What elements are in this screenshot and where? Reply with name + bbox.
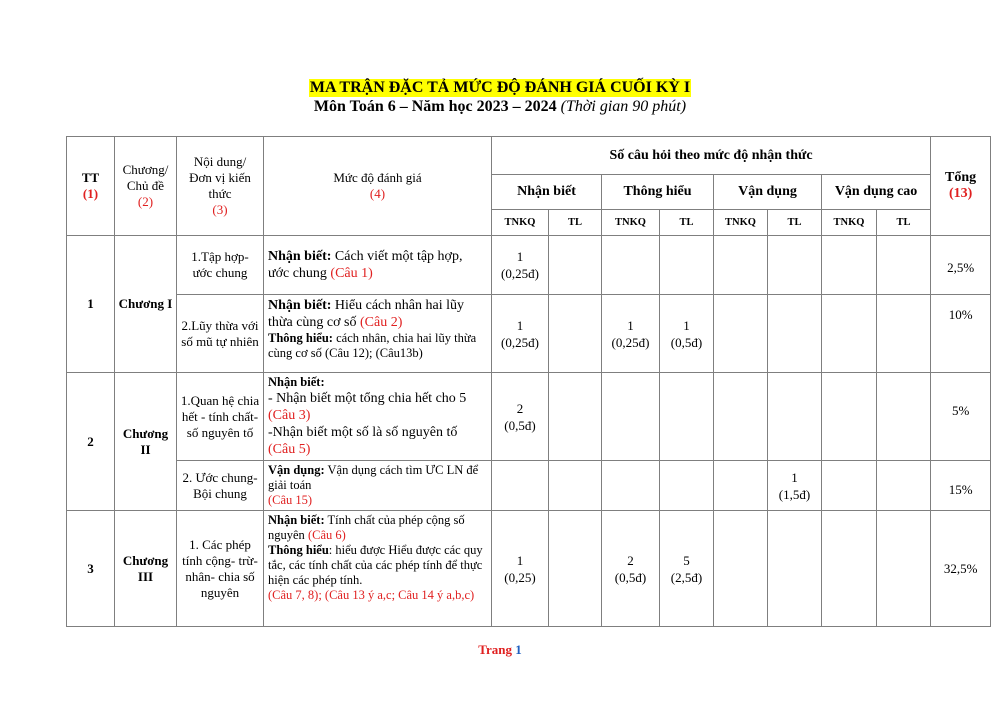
cell-count: 2 xyxy=(627,552,634,568)
header-tt-num: (1) xyxy=(82,186,99,201)
header-chuong-l1: Chương/ xyxy=(122,162,169,177)
cell-count: 1 xyxy=(627,317,634,333)
cell-empty xyxy=(714,511,768,627)
footer-page-number: 1 xyxy=(515,642,522,657)
cell-empty xyxy=(714,236,768,295)
cell-total-pct: 5% xyxy=(931,373,991,461)
header-sub: TL xyxy=(549,210,602,236)
cell-count: 2 xyxy=(516,400,524,416)
desc-text: Cách viết một tập hợp, ước chung xyxy=(268,249,463,281)
row-description xyxy=(264,295,492,373)
cell-empty xyxy=(822,461,877,511)
desc-ref: (Câu 5) xyxy=(268,442,311,457)
cell-empty xyxy=(877,461,931,511)
document-title-wrap xyxy=(0,79,1000,97)
cell-empty xyxy=(549,461,602,511)
header-tt xyxy=(67,137,115,236)
cell-empty xyxy=(822,511,877,627)
cell-total-pct: 10% xyxy=(931,295,991,373)
desc-ref: (Câu 15) xyxy=(268,493,313,507)
subtitle-subject: Môn Toán 6 – Năm học 2023 – 2024 xyxy=(313,98,557,115)
row-chuong: Chương I xyxy=(115,236,177,373)
cell-empty xyxy=(602,461,660,511)
header-socau: Số câu hỏi theo mức độ nhận thức xyxy=(492,137,931,175)
cell-points: (1,5đ) xyxy=(778,486,811,502)
desc-text: Vận dụng cách tìm ƯC LN để giải toán xyxy=(268,463,479,492)
cell-points: (0,25đ) xyxy=(501,334,539,350)
cell-empty xyxy=(660,461,714,511)
cell-empty xyxy=(822,295,877,373)
row-description xyxy=(264,511,492,627)
cell-nb-tnkq xyxy=(492,373,549,461)
cell-empty xyxy=(660,373,714,461)
row-tt: 1 xyxy=(67,236,115,373)
row-description xyxy=(264,236,492,295)
desc-ref: (Câu 3) xyxy=(268,408,311,423)
desc-text: cách nhân, chia hai lũy thừa cùng cơ số (Câu 12); (Câu13b) xyxy=(268,331,477,360)
cell-points: (0,25) xyxy=(504,569,536,585)
cell-count: 1 xyxy=(516,552,524,568)
footer-page-word: Trang xyxy=(478,642,512,657)
header-sub: TL xyxy=(660,210,714,236)
cell-empty xyxy=(714,461,768,511)
cell-empty xyxy=(549,373,602,461)
row-chuong: Chương III xyxy=(115,511,177,627)
header-mucdo-num: (4) xyxy=(369,186,386,201)
cell-count: 1 xyxy=(516,317,524,333)
desc-ref: (Câu 7, 8); (Câu 13 ý a,c; Câu 14 ý a,b,c) xyxy=(268,588,475,602)
header-level-vandungcao: Vận dụng cao xyxy=(822,175,931,210)
header-noidung-l1: Nội dung/ xyxy=(193,154,247,169)
cell-nb-tnkq xyxy=(492,295,549,373)
cell-empty xyxy=(492,461,549,511)
desc-label: Nhận biết: xyxy=(268,375,325,389)
desc-text: - Nhận biết một tổng chia hết cho 5 xyxy=(268,391,467,406)
header-level-vandung: Vận dụng xyxy=(714,175,822,210)
cell-empty xyxy=(877,295,931,373)
desc-ref: (Câu 1) xyxy=(330,266,373,281)
cell-points: (0,5đ) xyxy=(614,569,647,585)
cell-empty xyxy=(768,295,822,373)
header-mucdo xyxy=(264,137,492,236)
desc-label: Nhận biết: xyxy=(268,513,325,527)
cell-empty xyxy=(768,373,822,461)
cell-empty xyxy=(549,236,602,295)
desc-text: : hiểu được Hiểu được các quy tắc, các tính chất của các phép tính để thực hiện các phép tính. xyxy=(268,543,483,587)
desc-text: Tính chất của phép cộng số nguyên xyxy=(268,513,465,542)
header-chuong-num: (2) xyxy=(137,194,154,209)
cell-empty xyxy=(877,236,931,295)
cell-th-tnkq xyxy=(602,511,660,627)
row-tt: 3 xyxy=(67,511,115,627)
header-sub: TL xyxy=(877,210,931,236)
header-chuong xyxy=(115,137,177,236)
cell-empty xyxy=(768,236,822,295)
cell-vd-tl xyxy=(768,461,822,511)
document-title: MA TRẬN ĐẶC TẢ MỨC ĐỘ ĐÁNH GIÁ CUỐI KỲ I xyxy=(309,79,691,96)
cell-points: (0,5đ) xyxy=(504,417,536,433)
desc-label: Thông hiểu xyxy=(268,543,329,557)
header-noidung-l2: Đơn vị kiến xyxy=(189,170,251,185)
cell-points: (0,5đ) xyxy=(670,334,703,350)
header-chuong-l2: Chủ đề xyxy=(126,178,165,193)
header-tt-label: TT xyxy=(81,170,100,185)
row-tt: 2 xyxy=(67,373,115,511)
header-sub: TL xyxy=(768,210,822,236)
header-noidung-l3: thức xyxy=(208,186,232,201)
cell-empty xyxy=(602,236,660,295)
desc-text: -Nhận biết một số là số nguyên tố xyxy=(268,425,458,440)
cell-empty xyxy=(822,373,877,461)
header-row-1 xyxy=(67,137,991,175)
row-description xyxy=(264,461,492,511)
document-subtitle xyxy=(0,98,1000,116)
table-row xyxy=(67,373,991,461)
desc-ref: (Câu 2) xyxy=(359,315,403,330)
cell-points: (0,25đ) xyxy=(501,266,539,281)
assessment-matrix-table xyxy=(66,136,991,627)
cell-empty xyxy=(768,511,822,627)
desc-label: Thông hiểu: xyxy=(268,331,333,345)
table-row xyxy=(67,461,991,511)
header-tong xyxy=(931,137,991,236)
header-level-nhanbiet: Nhận biết xyxy=(492,175,602,210)
header-mucdo-label: Mức độ đánh giá xyxy=(333,170,422,185)
subtitle-duration: (Thời gian 90 phút) xyxy=(560,98,687,115)
cell-empty xyxy=(549,511,602,627)
cell-empty xyxy=(822,236,877,295)
desc-text: Hiểu cách nhân hai lũy thừa cùng cơ số xyxy=(268,298,464,330)
cell-empty xyxy=(714,373,768,461)
row-content: 1.Tập hợp- ước chung xyxy=(177,236,264,295)
cell-empty xyxy=(877,373,931,461)
row-content: 1. Các phép tính cộng- trừ- nhân- chia số nguyên xyxy=(177,511,264,627)
header-sub: TNKQ xyxy=(714,210,768,236)
cell-empty xyxy=(877,511,931,627)
desc-label: Vận dụng: xyxy=(268,463,325,477)
cell-nb-tnkq xyxy=(492,511,549,627)
cell-th-tnkq xyxy=(602,295,660,373)
row-content: 1.Quan hệ chia hết - tính chất- số nguyên tố xyxy=(177,373,264,461)
cell-total-pct: 15% xyxy=(931,461,991,511)
row-content: 2.Lũy thừa với số mũ tự nhiên xyxy=(177,295,264,373)
cell-nb-tnkq xyxy=(492,236,549,295)
desc-label: Nhận biết: xyxy=(268,298,332,313)
header-tong-label: Tổng xyxy=(945,170,977,185)
cell-th-tl xyxy=(660,295,714,373)
cell-empty xyxy=(602,373,660,461)
cell-points: (2,5đ) xyxy=(670,569,703,585)
desc-label: Nhận biết: xyxy=(268,249,332,264)
cell-empty xyxy=(660,236,714,295)
cell-total-pct: 2,5% xyxy=(931,236,991,295)
header-level-thonghieu: Thông hiểu xyxy=(602,175,714,210)
header-tong-num: (13) xyxy=(948,186,973,201)
row-chuong: Chương II xyxy=(115,373,177,511)
header-sub: TNKQ xyxy=(822,210,877,236)
table-row xyxy=(67,236,991,295)
cell-th-tl xyxy=(660,511,714,627)
row-content: 2. Ước chung- Bội chung xyxy=(177,461,264,511)
header-noidung xyxy=(177,137,264,236)
header-noidung-num: (3) xyxy=(212,202,228,217)
table-row xyxy=(67,511,991,627)
cell-count: 1 xyxy=(516,249,524,264)
cell-empty xyxy=(714,295,768,373)
header-sub: TNKQ xyxy=(492,210,549,236)
desc-ref: (Câu 6) xyxy=(307,528,346,542)
page-footer xyxy=(0,642,1000,658)
row-description xyxy=(264,373,492,461)
cell-count: 1 xyxy=(791,469,798,485)
cell-count: 1 xyxy=(683,317,690,333)
header-sub: TNKQ xyxy=(602,210,660,236)
table-row xyxy=(67,295,991,373)
cell-total-pct: 32,5% xyxy=(931,511,991,627)
cell-count: 5 xyxy=(683,552,690,568)
cell-empty xyxy=(549,295,602,373)
cell-points: (0,25đ) xyxy=(611,334,650,350)
